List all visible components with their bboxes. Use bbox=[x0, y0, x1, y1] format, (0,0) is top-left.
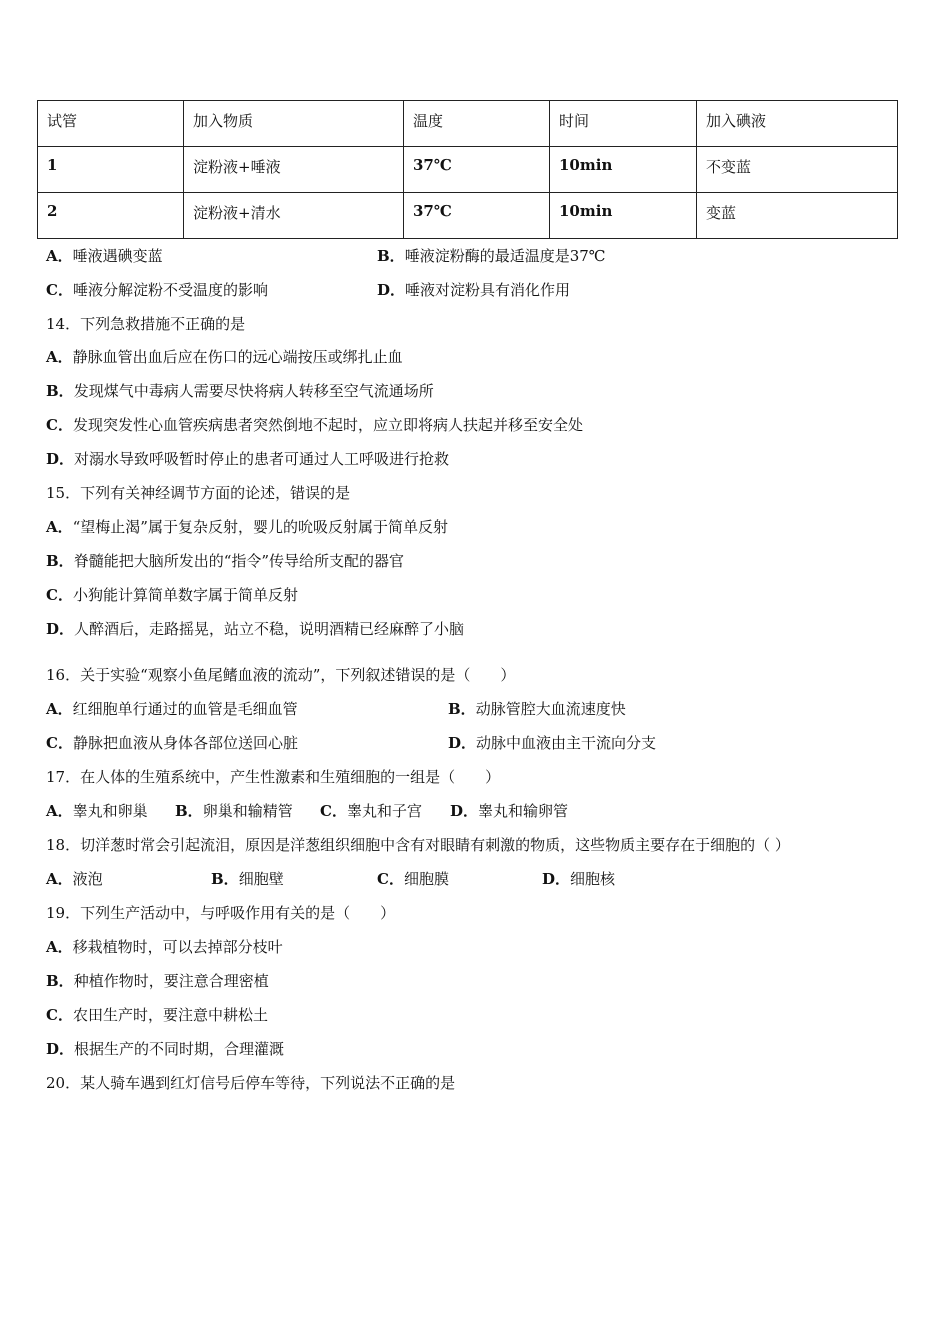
option-label: D． bbox=[450, 802, 479, 820]
q16-option-b bbox=[448, 698, 626, 720]
table-cell: 不变蓝 bbox=[697, 147, 898, 193]
option-text: 红细胞单行通过的血管是毛细血管 bbox=[72, 700, 298, 718]
q18-option-b bbox=[211, 868, 284, 890]
table-cell: 变蓝 bbox=[697, 193, 898, 239]
option-label: A． bbox=[46, 348, 73, 366]
option-text: 静脉血管出血后应在伤口的远心端按压或绑扎止血 bbox=[72, 348, 403, 366]
option-label: B． bbox=[211, 870, 239, 888]
table-cell: 1 bbox=[38, 147, 184, 193]
q17-option-a bbox=[46, 800, 148, 822]
q19-stem: 19．下列生产活动中，与呼吸作用有关的是（ ） bbox=[46, 904, 396, 922]
option-label: D． bbox=[46, 1040, 75, 1058]
q15-option-a bbox=[46, 516, 448, 538]
option-label: C． bbox=[46, 1006, 73, 1024]
option-label: C． bbox=[320, 802, 347, 820]
q17-option-b bbox=[175, 800, 293, 822]
q15-option-d bbox=[46, 618, 464, 640]
option-text: 细胞膜 bbox=[403, 870, 449, 888]
option-text: 卵巢和输精管 bbox=[202, 802, 293, 820]
q14-option-b bbox=[46, 380, 434, 402]
option-text: 小狗能计算简单数字属于简单反射 bbox=[72, 586, 298, 604]
q15-option-b bbox=[46, 550, 404, 572]
option-label: C． bbox=[46, 281, 73, 299]
option-text: 农田生产时，要注意中耕松土 bbox=[72, 1006, 268, 1024]
q17-option-c bbox=[320, 800, 422, 822]
table-header-cell: 时间 bbox=[550, 101, 697, 147]
q16-option-a bbox=[46, 698, 298, 720]
option-label: D． bbox=[448, 734, 477, 752]
table-cell: 淀粉液+清水 bbox=[184, 193, 404, 239]
table-header-cell: 加入物质 bbox=[184, 101, 404, 147]
option-text: 静脉把血液从身体各部位送回心脏 bbox=[72, 734, 298, 752]
q15-option-c bbox=[46, 584, 298, 606]
option-label: B． bbox=[448, 700, 476, 718]
option-text: 睾丸和子宫 bbox=[346, 802, 422, 820]
table-row bbox=[38, 147, 898, 193]
q13-option-d bbox=[377, 279, 570, 301]
option-label: D． bbox=[46, 620, 75, 638]
q18-option-c bbox=[377, 868, 449, 890]
q13-option-c bbox=[46, 279, 268, 301]
option-text: 细胞核 bbox=[570, 870, 616, 888]
table-header-cell: 试管 bbox=[38, 101, 184, 147]
table-header-cell: 加入碘液 bbox=[697, 101, 898, 147]
option-text: 人醉酒后，走路摇晃，站立不稳，说明酒精已经麻醉了小脑 bbox=[74, 620, 465, 638]
q14-stem: 14．下列急救措施不正确的是 bbox=[46, 315, 246, 333]
option-label: B． bbox=[46, 972, 74, 990]
option-label: B． bbox=[46, 382, 74, 400]
option-text: 根据生产的不同时期，合理灌溉 bbox=[74, 1040, 285, 1058]
option-label: A． bbox=[46, 870, 73, 888]
option-label: B． bbox=[175, 802, 203, 820]
option-label: D． bbox=[377, 281, 406, 299]
q16-option-d bbox=[448, 732, 656, 754]
table-header-row bbox=[38, 101, 898, 147]
q13-option-b bbox=[377, 245, 606, 267]
q17-stem: 17．在人体的生殖系统中，产生性激素和生殖细胞的一组是（ ） bbox=[46, 768, 501, 786]
option-text: 种植作物时，要注意合理密植 bbox=[73, 972, 269, 990]
table-cell: 37℃ bbox=[404, 147, 550, 193]
option-label: C． bbox=[377, 870, 404, 888]
option-text: 动脉中血液由主干流向分支 bbox=[476, 734, 657, 752]
option-text: 睾丸和卵巢 bbox=[72, 802, 148, 820]
table-cell: 淀粉液+唾液 bbox=[184, 147, 404, 193]
option-text: 发现突发性心血管疾病患者突然倒地不起时，应立即将病人扶起并移至安全处 bbox=[72, 416, 583, 434]
option-label: D． bbox=[46, 450, 75, 468]
option-text: 细胞壁 bbox=[238, 870, 284, 888]
option-label: D． bbox=[542, 870, 571, 888]
option-text: 液泡 bbox=[72, 870, 103, 888]
q14-option-a bbox=[46, 346, 403, 368]
q16-stem: 16．关于实验“观察小鱼尾鳍血液的流动”，下列叙述错误的是（ ） bbox=[46, 666, 516, 684]
option-label: A． bbox=[46, 802, 73, 820]
option-text: 脊髓能把大脑所发出的“指令”传导给所支配的器官 bbox=[73, 552, 405, 570]
q14-option-d bbox=[46, 448, 449, 470]
table-cell: 10min bbox=[550, 147, 697, 193]
q14-option-c bbox=[46, 414, 583, 436]
q19-option-c bbox=[46, 1004, 268, 1026]
option-text: 发现煤气中毒病人需要尽快将病人转移至空气流通场所 bbox=[73, 382, 434, 400]
option-label: C． bbox=[46, 734, 73, 752]
option-text: 动脉管腔大血流速度快 bbox=[475, 700, 626, 718]
option-label: A． bbox=[46, 518, 73, 536]
option-label: B． bbox=[377, 247, 405, 265]
option-label: A． bbox=[46, 247, 73, 265]
q17-option-d bbox=[450, 800, 568, 822]
table-cell: 10min bbox=[550, 193, 697, 239]
q18-option-a bbox=[46, 868, 103, 890]
option-label: A． bbox=[46, 700, 73, 718]
table-cell: 2 bbox=[38, 193, 184, 239]
option-text: 唾液遇碘变蓝 bbox=[72, 247, 163, 265]
q16-option-c bbox=[46, 732, 298, 754]
option-text: 唾液对淀粉具有消化作用 bbox=[405, 281, 571, 299]
q18-option-d bbox=[542, 868, 615, 890]
q19-option-a bbox=[46, 936, 283, 958]
option-label: C． bbox=[46, 416, 73, 434]
table-header-cell: 温度 bbox=[404, 101, 550, 147]
option-label: B． bbox=[46, 552, 74, 570]
option-text: “望梅止渴”属于复杂反射，婴儿的吮吸反射属于简单反射 bbox=[72, 518, 448, 536]
option-text: 唾液淀粉酶的最适温度是37℃ bbox=[404, 247, 606, 265]
option-label: C． bbox=[46, 586, 73, 604]
q20-stem: 20．某人骑车遇到红灯信号后停车等待，下列说法不正确的是 bbox=[46, 1074, 456, 1092]
q19-option-b bbox=[46, 970, 269, 992]
option-text: 对溺水导致呼吸暂时停止的患者可通过人工呼吸进行抢救 bbox=[74, 450, 450, 468]
q15-stem: 15．下列有关神经调节方面的论述，错误的是 bbox=[46, 484, 351, 502]
option-text: 睾丸和输卵管 bbox=[478, 802, 569, 820]
table-cell: 37℃ bbox=[404, 193, 550, 239]
q13-option-a bbox=[46, 245, 163, 267]
experiment-table bbox=[37, 100, 898, 239]
option-text: 唾液分解淀粉不受温度的影响 bbox=[72, 281, 268, 299]
q19-option-d bbox=[46, 1038, 284, 1060]
option-label: A． bbox=[46, 938, 73, 956]
table-row bbox=[38, 193, 898, 239]
option-text: 移栽植物时，可以去掉部分枝叶 bbox=[72, 938, 283, 956]
q18-stem: 18．切洋葱时常会引起流泪，原因是洋葱组织细胞中含有对眼睛有刺激的物质，这些物质主要存在于细胞的（ ） bbox=[46, 836, 790, 854]
